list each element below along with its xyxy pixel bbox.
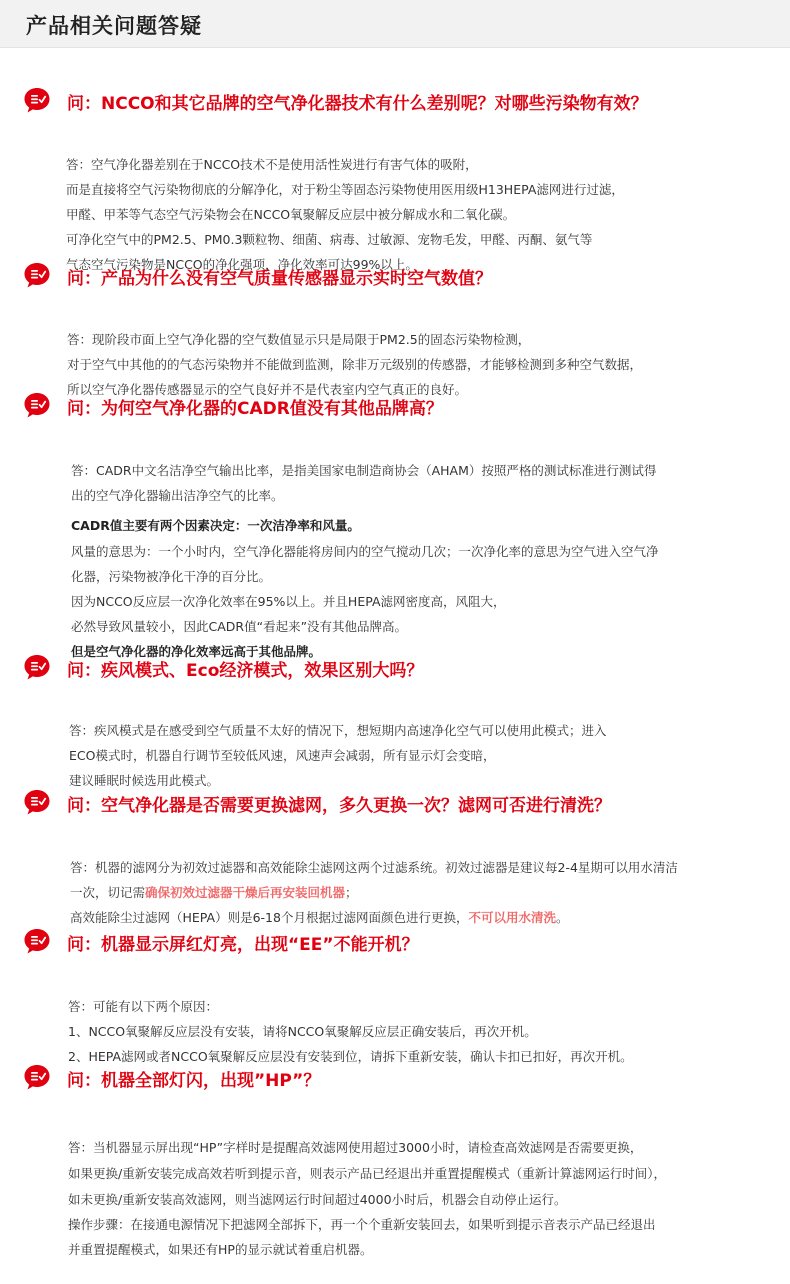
answer-line: 出的空气净化器输出洁净空气的比率。 [71, 488, 284, 503]
question-text: 问：NCCO和其它品牌的空气净化器技术有什么差别呢？对哪些污染物有效？ [67, 94, 648, 114]
chat-bubble-list-icon [23, 391, 51, 419]
chat-bubble-list-icon [23, 1063, 51, 1091]
highlight-warning: 不可以用水清洗 [468, 910, 556, 925]
answer-line: 2、HEPA滤网或者NCCO氧聚解反应层没有安装到位，请拆下重新安装，确认卡扣已扣好，再次开机。 [68, 1049, 633, 1064]
faq-item [0, 86, 790, 272]
answer-line: 而是直接将空气污染物彻底的分解净化，对于粉尘等固态污染物使用医用级H13HEPA滤网进行过滤， [66, 182, 624, 197]
answer-line: ECO模式时，机器自行调节至较低风速，风速声会减弱，所有显示灯会变暗， [69, 748, 496, 763]
chat-bubble-list-icon [23, 927, 51, 955]
question-text: 问：产品为什么没有空气质量传感器显示实时空气数值？ [67, 269, 492, 289]
answer-line: 因为NCCO反应层一次净化效率在95%以上。并且HEPA滤网密度高，风阻大， [71, 594, 506, 609]
page-header [0, 0, 790, 48]
answer-text: ； [345, 885, 358, 900]
faq-item [0, 1063, 790, 1257]
answer-line: 气态空气污染物是NCCO的净化强项，净化效率可达99%以上。 [66, 257, 418, 272]
question-text: 问：为何空气净化器的CADR值没有其他品牌高？ [67, 399, 443, 419]
answer-line: 如果更换/重新安装完成高效若听到提示音，则表示产品已经退出并重置提醒模式（重新计算滤网运行时间）， [68, 1166, 666, 1181]
question-text: 问：机器显示屏红灯亮，出现“EE”不能开机？ [67, 935, 419, 955]
answer-line: 化器，污染物被净化干净的百分比。 [71, 569, 272, 584]
question-row [0, 653, 790, 683]
page-title: 产品相关问题答疑 [26, 14, 202, 38]
answer-line: 答：现阶段市面上空气净化器的空气数值显示只是局限于PM2.5的固态污染物检测， [67, 332, 531, 347]
answer-line: 答：疾风模式是在感受到空气质量不太好的情况下，想短期内高速净化空气可以使用此模式；进入 [69, 723, 607, 738]
faq-item [0, 261, 790, 397]
answer-line: 答：当机器显示屏出现“HP”字样时是提醒高效滤网使用超过3000小时，请检查高效滤网是否需要更换， [68, 1140, 643, 1155]
answer-line [70, 883, 358, 901]
answer-line: 对于空气中其他的的气态污染物并不能做到监测，除非万元级别的传感器，才能够检测到多种空气数据， [67, 357, 643, 372]
answer-line: 答：CADR中文名洁净空气输出比率，是指美国家电制造商协会（AHAM）按照严格的测试标准进行测试得 [71, 463, 657, 478]
answer-line: 甲醛、甲苯等气态空气污染物会在NCCO氧聚解反应层中被分解成水和二氧化碳。 [66, 207, 516, 222]
question-text: 问：疾风模式、Eco经济模式，效果区别大吗？ [67, 661, 424, 681]
answer-line: 如未更换/重新安装高效滤网，则当滤网运行时间超过4000小时后，机器会自动停止运行。 [68, 1192, 567, 1207]
chat-bubble-list-icon [23, 788, 51, 816]
highlight-warning: 确保初效过滤器干燥后再安装回机器 [145, 885, 346, 900]
answer-line: 答：机器的滤网分为初效过滤器和高效能除尘滤网这两个过滤系统。初效过滤器是建议每2-4星期可以用水清洁 [70, 860, 678, 875]
faq-item [0, 788, 790, 925]
answer-line-bold: 但是空气净化器的净化效率远高于其他品牌。 [71, 644, 322, 659]
faq-item [0, 653, 790, 788]
chat-bubble-list-icon [23, 86, 51, 114]
answer-line: 1、NCCO氧聚解反应层没有安装，请将NCCO氧聚解反应层正确安装后，再次开机。 [68, 1024, 537, 1039]
question-row [0, 261, 790, 291]
answer-line [70, 908, 569, 926]
answer-line: 答：空气净化器差别在于NCCO技术不是使用活性炭进行有害气体的吸附， [66, 157, 478, 172]
chat-bubble-list-icon [23, 261, 51, 289]
question-row [0, 86, 790, 116]
question-row [0, 391, 790, 421]
chat-bubble-list-icon [23, 653, 51, 681]
faq-item [0, 927, 790, 1064]
answer-line: 可净化空气中的PM2.5、PM0.3颗粒物、细菌、病毒、过敏源、宠物毛发，甲醛、丙酮、氨气等 [66, 232, 593, 247]
question-row [0, 927, 790, 957]
answer-line: 答：可能有以下两个原因： [68, 999, 219, 1014]
answer-line: 并重置提醒模式，如果还有HP的显示就试着重启机器。 [68, 1242, 373, 1257]
question-text: 问：机器全部灯闪，出现”HP”？ [67, 1071, 321, 1091]
faq-item [0, 391, 790, 659]
question-text: 问：空气净化器是否需要更换滤网，多久更换一次？滤网可否进行清洗？ [67, 796, 611, 816]
answer-text: 。 [555, 910, 569, 925]
answer-line: 操作步骤：在接通电源情况下把滤网全部拆下，再一个个重新安装回去，如果听到提示音表示产品已经退出 [68, 1217, 656, 1232]
answer-line: 建议睡眠时候选用此模式。 [69, 773, 220, 788]
answer-line-bold: CADR值主要有两个因素决定：一次洁净率和风量。 [71, 518, 360, 533]
answer-line: 所以空气净化器传感器显示的空气良好并不是代表室内空气真正的良好。 [67, 382, 468, 397]
question-row [0, 788, 790, 818]
answer-text: 高效能除尘过滤网（HEPA）则是6-18个月根据过滤网面颜色进行更换， [70, 910, 469, 925]
answer-line: 必然导致风量较小，因此CADR值“看起来”没有其他品牌高。 [71, 619, 408, 634]
answer-text: 一次，切记需 [70, 885, 146, 900]
question-row [0, 1063, 790, 1093]
answer-line: 风量的意思为：一个小时内，空气净化器能将房间内的空气搅动几次；一次净化率的意思为空气进入空气净 [71, 544, 659, 559]
